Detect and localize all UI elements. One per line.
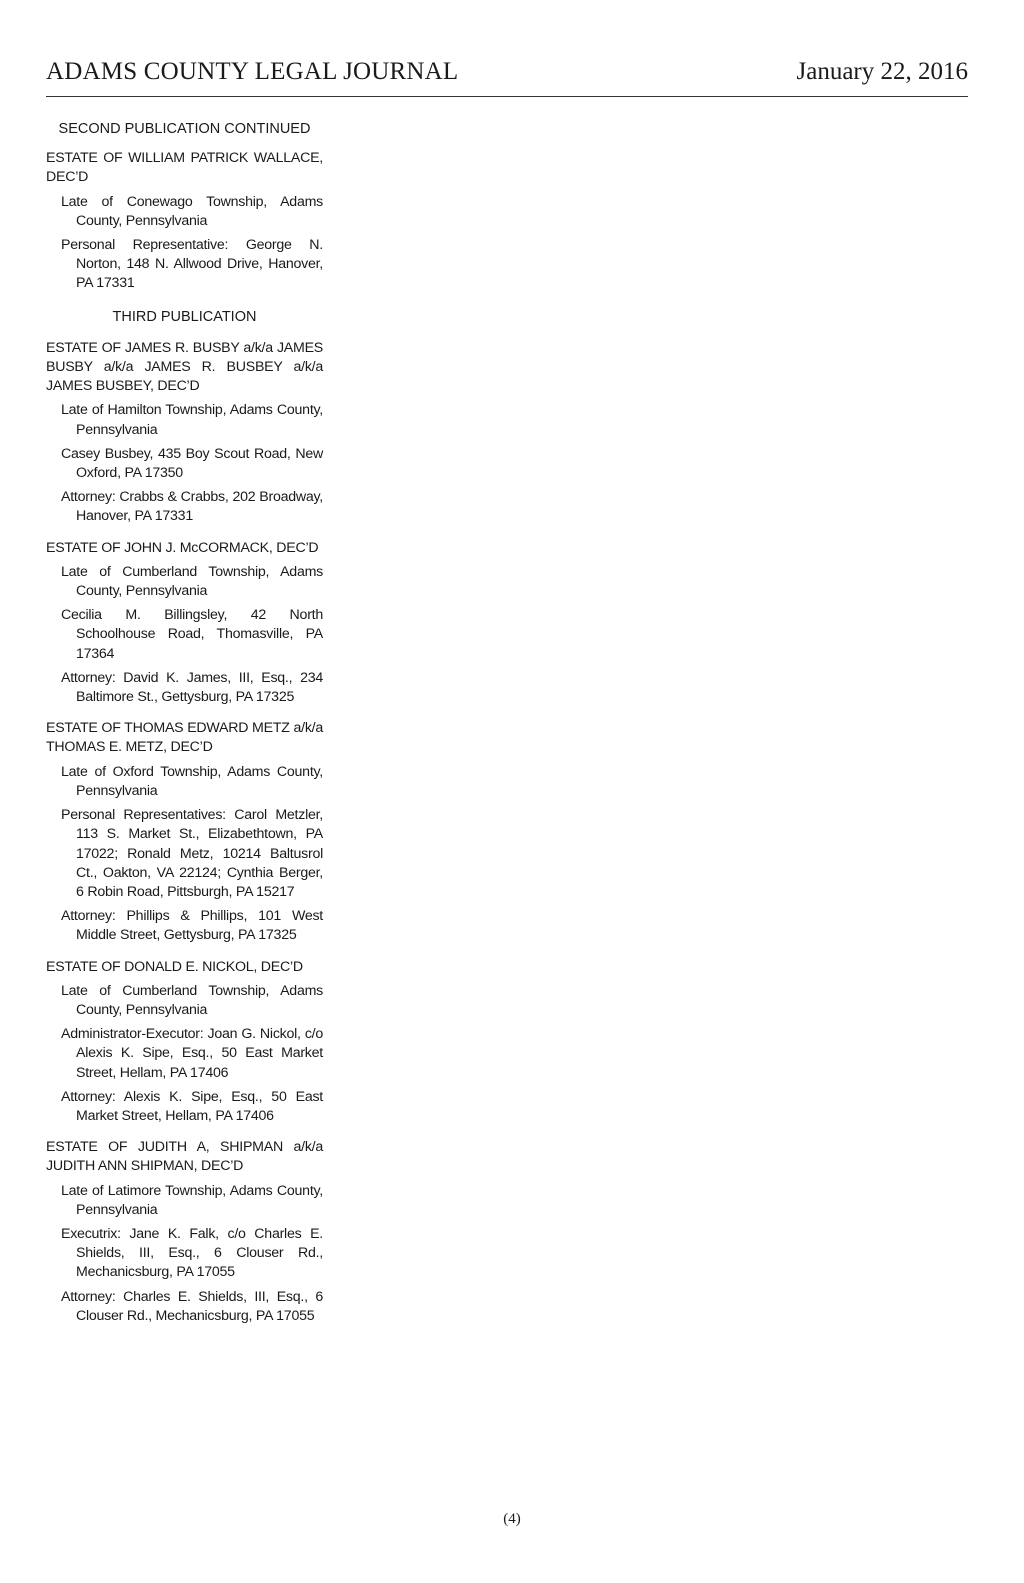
estate-detail: Attorney: Crabbs & Crabbs, 202 Broadway, Hanover, PA 17331: [61, 489, 323, 525]
estate-detail: Late of Latimore Township, Adams County, Pennsylvania: [61, 1182, 323, 1218]
estate-detail: Cecilia M. Billingsley, 42 North Schoolhouse Road, Thomasville, PA 17364: [61, 607, 323, 662]
estate-detail: Attorney: Charles E. Shields, III, Esq., 6 Clouser Rd., Mechanicsburg, PA 17055: [61, 1288, 323, 1324]
estate-detail: Attorney: David K. James, III, Esq., 234 Baltimore St., Gettysburg, PA 17325: [61, 669, 323, 706]
estate-detail: Late of Oxford Township, Adams County, Pennsylvania: [61, 763, 323, 799]
estate-notice: [46, 339, 323, 527]
estate-detail: Attorney: Phillips & Phillips, 101 West Middle Street, Gettysburg, PA 17325: [61, 908, 323, 944]
estate-detail: Late of Conewago Township, Adams County, Pennsylvania: [61, 193, 323, 229]
estate-name: ESTATE OF WILLIAM PATRICK WALLACE, DEC’D: [46, 150, 323, 186]
page-number: (4): [503, 1511, 521, 1527]
estate-name: ESTATE OF JAMES R. BUSBY a/k/a JAMES BUSBY a/k/a JAMES R. BUSBEY a/k/a JAMES BUSBEY, DEC’D: [46, 339, 323, 395]
estate-notice: [46, 1138, 323, 1326]
estate-name: ESTATE OF JUDITH A, SHIPMAN a/k/a JUDITH ANN SHIPMAN, DEC’D: [46, 1139, 323, 1175]
estate-notice: [46, 958, 323, 1127]
estate-detail: Administrator-Executor: Joan G. Nickol, c/o Alexis K. Sipe, Esq., 50 East Market Street, Hellam, PA 17406: [61, 1026, 323, 1081]
estate-detail: Casey Busbey, 435 Boy Scout Road, New Oxford, PA 17350: [61, 445, 323, 482]
issue-date: January 22, 2016: [796, 58, 968, 85]
estate-detail: Attorney: Alexis K. Sipe, Esq., 50 East Market Street, Hellam, PA 17406: [61, 1088, 323, 1124]
estate-notice: [46, 719, 323, 945]
journal-title: ADAMS COUNTY LEGAL JOURNAL: [46, 58, 459, 85]
estate-notice: [46, 539, 323, 708]
legal-notices-column: [46, 120, 323, 1338]
estate-detail: Personal Representatives: Carol Metzler, 113 S. Market St., Elizabethtown, PA 17022; Ronald Metz, 10214 Baltusrol Ct., Oakton, VA 22124; Cynthia Berger, 6 Robin Road, Pittsburgh, PA 15217: [61, 807, 323, 900]
estate-name: ESTATE OF DONALD E. NICKOL, DEC’D: [46, 958, 303, 975]
estate-detail: Executrix: Jane K. Falk, c/o Charles E. Shields, III, Esq., 6 Clouser Rd., Mechanicsburg, PA 17055: [61, 1225, 323, 1281]
page-header: [46, 56, 968, 97]
estate-name: ESTATE OF JOHN J. McCORMACK, DEC’D: [46, 539, 319, 556]
section-heading-second-publication: SECOND PUBLICATION CONTINUED: [58, 121, 311, 137]
estate-detail: Personal Representative: George N. Norton, 148 N. Allwood Drive, Hanover, PA 17331: [61, 237, 323, 292]
estate-detail: Late of Cumberland Township, Adams County, Pennsylvania: [61, 982, 323, 1018]
section-heading-third-publication: THIRD PUBLICATION: [112, 308, 257, 325]
estate-notice: [46, 149, 323, 293]
estate-name: ESTATE OF THOMAS EDWARD METZ a/k/a THOMAS E. METZ, DEC’D: [46, 720, 323, 756]
estate-detail: Late of Cumberland Township, Adams County, Pennsylvania: [61, 563, 323, 600]
estate-detail: Late of Hamilton Township, Adams County, Pennsylvania: [61, 402, 323, 438]
